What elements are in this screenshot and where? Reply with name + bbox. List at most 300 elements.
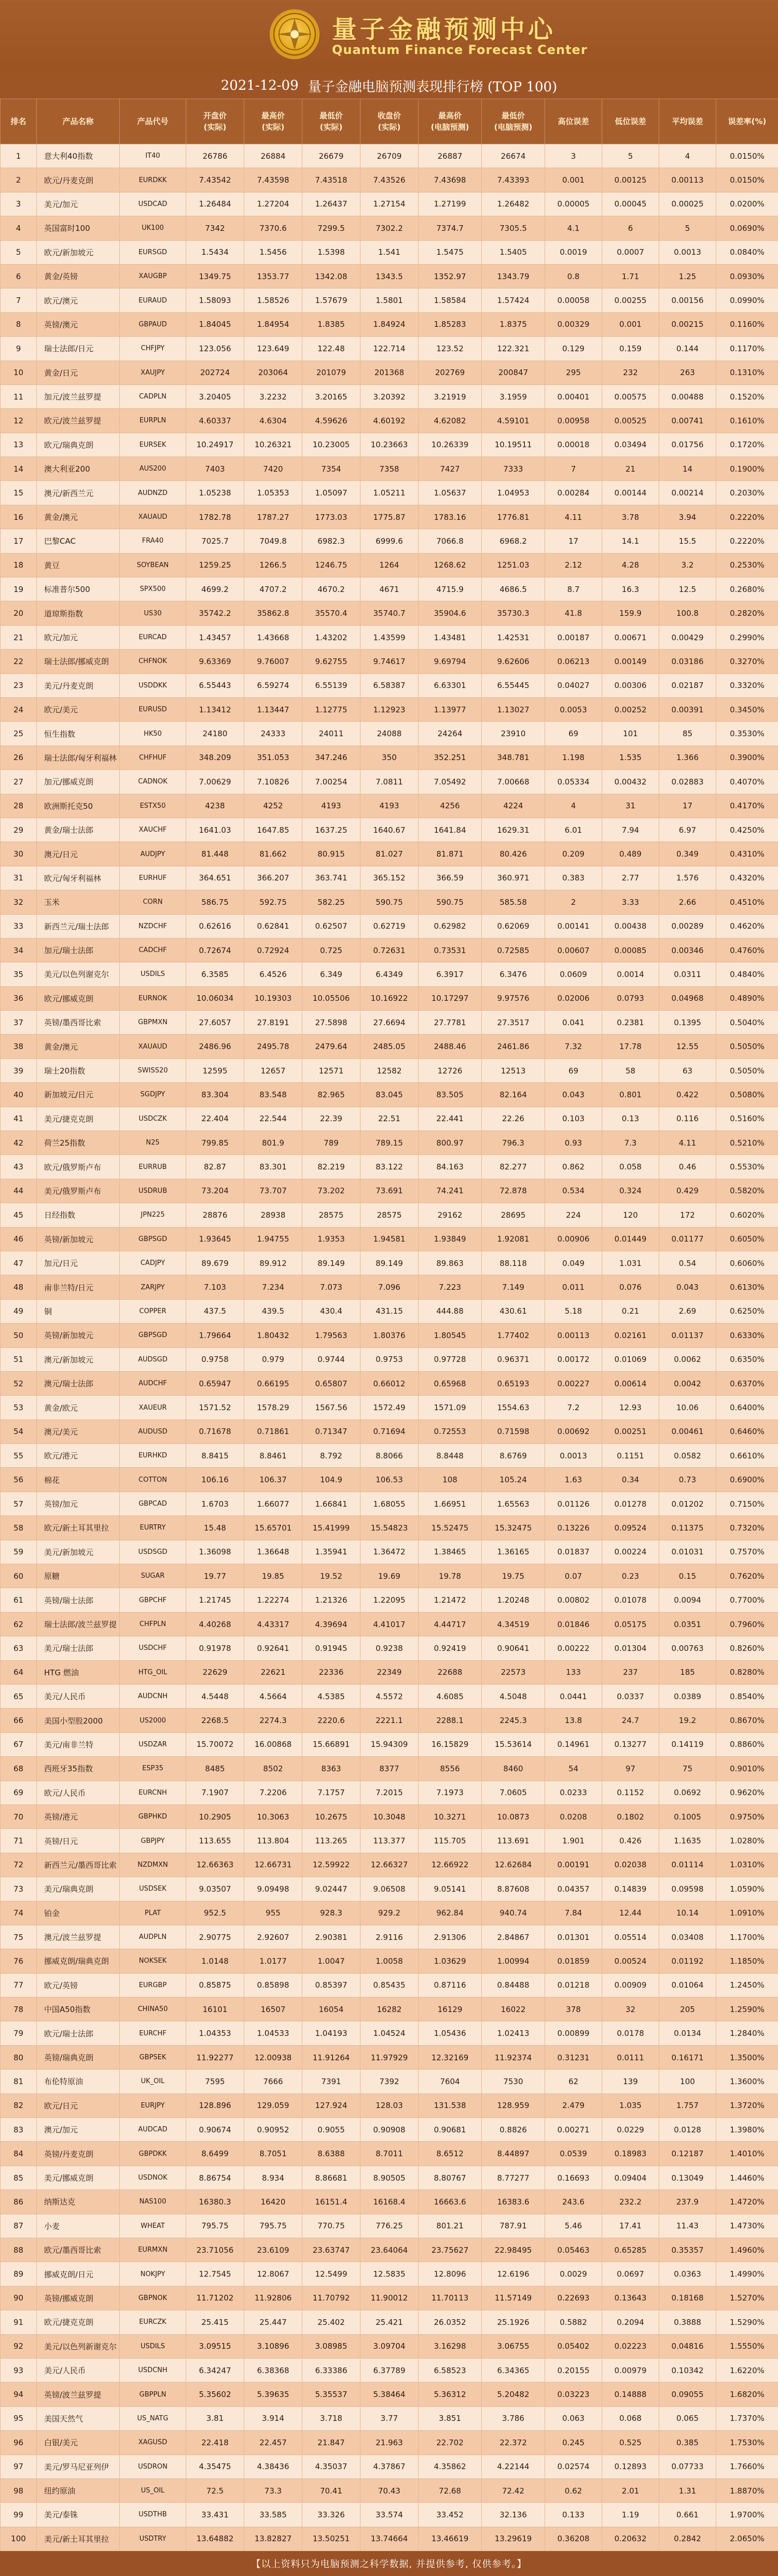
cell-low-error: 7.94	[602, 818, 659, 842]
cell-low-error: 101	[602, 722, 659, 746]
cell-symbol: USDZAR	[120, 1732, 186, 1756]
cell-low-error: 0.0793	[602, 986, 659, 1010]
cell-high-error: 0.01301	[545, 1925, 602, 1949]
cell-product-name: 黄金/澳元	[37, 1035, 120, 1058]
cell-product-name: 欧元/港元	[37, 1444, 120, 1468]
cell-close: 16168.4	[360, 2190, 419, 2214]
cell-high-error: 54	[545, 1757, 602, 1781]
cell-close: 19.69	[360, 1564, 419, 1588]
cell-low: 4.5385	[302, 1685, 360, 1709]
cell-low-error: 0.0697	[602, 2262, 659, 2286]
cell-avg-error: 0.02883	[659, 770, 716, 794]
cell-close: 6.37789	[360, 2358, 419, 2382]
column-header-open: 开盘价 (实际)	[186, 99, 244, 144]
cell-rank: 48	[1, 1275, 37, 1299]
cell-low-error: 6	[602, 216, 659, 240]
cell-error-rate: 0.7150%	[716, 1492, 778, 1516]
table-row	[1, 529, 778, 553]
cell-high: 1.84954	[244, 312, 302, 336]
cell-close: 4.37867	[360, 2455, 419, 2478]
cell-open: 8485	[186, 1757, 244, 1781]
cell-open: 586.75	[186, 890, 244, 914]
cell-pred-high: 1.85283	[419, 312, 482, 336]
cell-high-error: 0.01126	[545, 1492, 602, 1516]
cell-rank: 18	[1, 553, 37, 577]
table-row	[1, 1155, 778, 1179]
cell-high-error: 0.01859	[545, 1949, 602, 1973]
cell-error-rate: 0.9750%	[716, 1804, 778, 1828]
cell-low-error: 7.3	[602, 1131, 659, 1155]
cell-product-name: 欧元/加元	[37, 625, 120, 649]
cell-product-name: 布伦特原油	[37, 2070, 120, 2093]
cell-symbol: NZDMXN	[120, 1853, 186, 1877]
cell-pred-high: 366.59	[419, 866, 482, 890]
cell-open: 23.71056	[186, 2238, 244, 2262]
cell-high: 7.43598	[244, 168, 302, 192]
cell-close: 3.77	[360, 2406, 419, 2430]
cell-high: 1.58526	[244, 288, 302, 312]
cell-open: 1.6703	[186, 1492, 244, 1516]
table-row	[1, 1227, 778, 1251]
cell-high-error: 0.13226	[545, 1516, 602, 1540]
cell-high: 0.90952	[244, 2118, 302, 2142]
cell-low: 113.265	[302, 1829, 360, 1853]
cell-avg-error: 0.00391	[659, 697, 716, 721]
cell-pred-high: 6.58523	[419, 2358, 482, 2382]
column-header-avg-error: 平均误差	[659, 99, 716, 144]
cell-symbol: GBPDKK	[120, 2142, 186, 2166]
cell-low-error: 1.19	[602, 2503, 659, 2527]
cell-open: 4.40268	[186, 1612, 244, 1636]
table-row	[1, 746, 778, 769]
cell-symbol: CHINA50	[120, 1998, 186, 2021]
cell-rank: 68	[1, 1757, 37, 1781]
cell-high-error: 8.7	[545, 577, 602, 601]
cell-open: 12.7545	[186, 2262, 244, 2286]
cell-rank: 96	[1, 2431, 37, 2455]
cell-close: 13.74664	[360, 2527, 419, 2551]
cell-low-error: 0.13	[602, 1107, 659, 1131]
cell-low: 3.08985	[302, 2334, 360, 2358]
cell-product-name: 瑞士法郎/挪威克朗	[37, 650, 120, 673]
cell-rank: 7	[1, 288, 37, 312]
cell-avg-error: 100	[659, 2070, 716, 2093]
cell-error-rate: 0.8260%	[716, 1636, 778, 1660]
cell-avg-error: 0.12187	[659, 2142, 716, 2166]
cell-error-rate: 0.6020%	[716, 1203, 778, 1227]
cell-error-rate: 1.4990%	[716, 2262, 778, 2286]
cell-rank: 84	[1, 2142, 37, 2166]
cell-low: 33.326	[302, 2503, 360, 2527]
cell-error-rate: 0.2030%	[716, 481, 778, 505]
cell-avg-error: 0.04816	[659, 2334, 716, 2358]
cell-avg-error: 1.366	[659, 746, 716, 769]
cell-high: 11.92806	[244, 2286, 302, 2310]
cell-pred-high: 0.90681	[419, 2118, 482, 2142]
column-header-close: 收盘价 (实际)	[360, 99, 419, 144]
cell-open: 1.05238	[186, 481, 244, 505]
cell-error-rate: 0.6050%	[716, 1227, 778, 1251]
cell-product-name: 美元/人民币	[37, 1685, 120, 1709]
cell-high-error: 0.05463	[545, 2238, 602, 2262]
cell-rank: 97	[1, 2455, 37, 2478]
cell-low-error: 1.71	[602, 264, 659, 288]
cell-low: 21.847	[302, 2431, 360, 2455]
column-header-high-error: 高位误差	[545, 99, 602, 144]
cell-low-error: 232	[602, 361, 659, 384]
cell-error-rate: 0.2990%	[716, 625, 778, 649]
cell-low: 1.8385	[302, 312, 360, 336]
cell-symbol: HTG_OIL	[120, 1660, 186, 1684]
cell-symbol: AUDCHF	[120, 1371, 186, 1395]
cell-high-error: 0.049	[545, 1251, 602, 1275]
cell-open: 0.90674	[186, 2118, 244, 2142]
cell-low: 15.66891	[302, 1732, 360, 1756]
cell-high-error: 0.00271	[545, 2118, 602, 2142]
cell-open: 7025.7	[186, 529, 244, 553]
cell-product-name: 欧元/挪威克朗	[37, 986, 120, 1010]
cell-product-name: 新加坡元/日元	[37, 1083, 120, 1107]
cell-avg-error: 85	[659, 722, 716, 746]
table-row	[1, 1709, 778, 1732]
cell-pred-high: 1.05436	[419, 2021, 482, 2045]
cell-rank: 94	[1, 2382, 37, 2406]
cell-high-error: 69	[545, 722, 602, 746]
table-row	[1, 1251, 778, 1275]
cell-high-error: 0.00227	[545, 1371, 602, 1395]
cell-low-error: 2.77	[602, 866, 659, 890]
cell-close: 9.74617	[360, 650, 419, 673]
cell-symbol: SWISS20	[120, 1058, 186, 1082]
cell-product-name: 英镑/丹麦克朗	[37, 2142, 120, 2166]
table-row	[1, 1612, 778, 1636]
cell-high-error: 0.00018	[545, 433, 602, 457]
cell-low-error: 17.78	[602, 1035, 659, 1058]
cell-open: 10.2905	[186, 1804, 244, 1828]
cell-pred-high: 801.21	[419, 2214, 482, 2238]
cell-pred-high: 1641.84	[419, 818, 482, 842]
cell-low: 6.349	[302, 962, 360, 986]
cell-avg-error: 3.2	[659, 553, 716, 577]
cell-error-rate: 0.6900%	[716, 1468, 778, 1492]
cell-high: 113.804	[244, 1829, 302, 1853]
cell-close: 10.3048	[360, 1804, 419, 1828]
cell-avg-error: 0.144	[659, 337, 716, 361]
cell-pred-high: 7.223	[419, 1275, 482, 1299]
cell-high: 7.10826	[244, 770, 302, 794]
cell-high: 1.0177	[244, 1949, 302, 1973]
cell-error-rate: 0.5160%	[716, 1107, 778, 1131]
cell-low-error: 0.14888	[602, 2382, 659, 2406]
cell-low-error: 0.00255	[602, 288, 659, 312]
table-row	[1, 1492, 778, 1516]
cell-close: 128.03	[360, 2093, 419, 2117]
cell-high: 1.5456	[244, 240, 302, 264]
cell-symbol: AUS200	[120, 457, 186, 481]
cell-pred-low: 12513	[482, 1058, 545, 1082]
cell-open: 2.90775	[186, 1925, 244, 1949]
cell-low: 12.5499	[302, 2262, 360, 2286]
cell-low: 1.04193	[302, 2021, 360, 2045]
cell-error-rate: 0.0150%	[716, 144, 778, 168]
cell-high-error: 0.00187	[545, 625, 602, 649]
cell-pred-high: 0.92419	[419, 1636, 482, 1660]
cell-rank: 12	[1, 409, 37, 433]
cell-close: 70.43	[360, 2478, 419, 2502]
cell-symbol: GBPJPY	[120, 1829, 186, 1853]
cell-error-rate: 1.5290%	[716, 2310, 778, 2334]
cell-high-error: 0.31231	[545, 2045, 602, 2069]
cell-pred-low: 1.65563	[482, 1492, 545, 1516]
cell-low: 1.57679	[302, 288, 360, 312]
cell-product-name: 美国小型股2000	[37, 1709, 120, 1732]
cell-avg-error: 0.043	[659, 1275, 716, 1299]
cell-pred-low: 430.61	[482, 1299, 545, 1323]
cell-avg-error: 3.94	[659, 505, 716, 529]
cell-open: 795.75	[186, 2214, 244, 2238]
cell-open: 22629	[186, 1660, 244, 1684]
cell-error-rate: 0.1900%	[716, 457, 778, 481]
table-row	[1, 337, 778, 361]
cell-pred-high: 8556	[419, 1757, 482, 1781]
cell-error-rate: 1.4010%	[716, 2142, 778, 2166]
cell-high-error: 133	[545, 1660, 602, 1684]
cell-rank: 59	[1, 1540, 37, 1564]
cell-close: 590.75	[360, 890, 419, 914]
cell-error-rate: 0.5210%	[716, 1131, 778, 1155]
cell-avg-error: 10.06	[659, 1396, 716, 1420]
cell-open: 4238	[186, 794, 244, 818]
cell-symbol: AUDPLN	[120, 1925, 186, 1949]
cell-high: 16507	[244, 1998, 302, 2021]
cell-pred-low: 28695	[482, 1203, 545, 1227]
cell-product-name: 黄金/澳元	[37, 505, 120, 529]
cell-rank: 92	[1, 2334, 37, 2358]
cell-avg-error: 185	[659, 1660, 716, 1684]
cell-pred-low: 1.92081	[482, 1227, 545, 1251]
column-header-high: 最高价 (实际)	[244, 99, 302, 144]
cell-pred-high: 1.13977	[419, 697, 482, 721]
cell-pred-low: 5.20482	[482, 2382, 545, 2406]
cell-pred-low: 32.136	[482, 2503, 545, 2527]
cell-low: 24011	[302, 722, 360, 746]
cell-avg-error: 0.0094	[659, 1588, 716, 1612]
cell-low-error: 12.44	[602, 1901, 659, 1925]
cell-error-rate: 1.7370%	[716, 2406, 778, 2430]
cell-product-name: 美元/人民币	[37, 2358, 120, 2382]
table-row	[1, 1324, 778, 1347]
cell-high: 1.94755	[244, 1227, 302, 1251]
cell-close: 7302.2	[360, 216, 419, 240]
cell-low: 10.2675	[302, 1804, 360, 1828]
cell-low-error: 0.00149	[602, 650, 659, 673]
cell-pred-low: 22.372	[482, 2431, 545, 2455]
cell-pred-low: 200847	[482, 361, 545, 384]
cell-symbol: GBPSEK	[120, 2045, 186, 2069]
cell-open: 9.63369	[186, 650, 244, 673]
cell-close: 28575	[360, 1203, 419, 1227]
cell-high-error: 0.04027	[545, 673, 602, 697]
cell-close: 15.94309	[360, 1732, 419, 1756]
cell-rank: 36	[1, 986, 37, 1010]
cell-pred-low: 16022	[482, 1998, 545, 2021]
cell-product-name: 新西兰元/瑞士法郎	[37, 914, 120, 938]
cell-pred-high: 16663.6	[419, 2190, 482, 2214]
cell-error-rate: 0.5080%	[716, 1083, 778, 1107]
cell-rank: 64	[1, 1660, 37, 1684]
cell-error-rate: 0.0840%	[716, 240, 778, 264]
cell-high: 22621	[244, 1660, 302, 1684]
cell-symbol: EURSGD	[120, 240, 186, 264]
cell-open: 123.056	[186, 337, 244, 361]
cell-pred-high: 8.8448	[419, 1444, 482, 1468]
cell-low: 80.915	[302, 842, 360, 866]
cell-error-rate: 0.4510%	[716, 890, 778, 914]
cell-pred-high: 8.80767	[419, 2166, 482, 2189]
cell-product-name: 美元/挪威克朗	[37, 2166, 120, 2189]
cell-high-error: 0.0441	[545, 1685, 602, 1709]
cell-avg-error: 6.97	[659, 818, 716, 842]
table-row	[1, 1371, 778, 1395]
cell-close: 0.9753	[360, 1347, 419, 1371]
cell-open: 22.418	[186, 2431, 244, 2455]
cell-pred-low: 0.8826	[482, 2118, 545, 2142]
cell-low-error: 0.13277	[602, 1732, 659, 1756]
table-row	[1, 1275, 778, 1299]
cell-pred-low: 3.06755	[482, 2334, 545, 2358]
cell-open: 6.34247	[186, 2358, 244, 2382]
cell-low-error: 0.0178	[602, 2021, 659, 2045]
cell-avg-error: 0.00346	[659, 938, 716, 962]
cell-symbol: USDDKK	[120, 673, 186, 697]
table-row	[1, 1179, 778, 1203]
table-row	[1, 2021, 778, 2045]
cell-high: 7420	[244, 457, 302, 481]
cell-rank: 34	[1, 938, 37, 962]
cell-rank: 70	[1, 1804, 37, 1828]
cell-close: 4671	[360, 577, 419, 601]
cell-high: 6.38368	[244, 2358, 302, 2382]
cell-pred-low: 1.26482	[482, 192, 545, 216]
cell-pred-high: 115.705	[419, 1829, 482, 1853]
cell-symbol: CADPLN	[120, 384, 186, 408]
cell-high-error: 5.18	[545, 1299, 602, 1323]
cell-pred-high: 24264	[419, 722, 482, 746]
cell-pred-low: 72.42	[482, 2478, 545, 2502]
cell-error-rate: 1.3980%	[716, 2118, 778, 2142]
cell-product-name: 西班牙35指数	[37, 1757, 120, 1781]
cell-rank: 90	[1, 2286, 37, 2310]
table-row	[1, 1829, 778, 1853]
cell-pred-low: 10.19511	[482, 433, 545, 457]
cell-close: 0.62719	[360, 914, 419, 938]
cell-symbol: XAGUSD	[120, 2431, 186, 2455]
cell-high-error: 6.01	[545, 818, 602, 842]
cell-low-error: 0.00306	[602, 673, 659, 697]
cell-error-rate: 0.8860%	[716, 1732, 778, 1756]
cell-low: 25.402	[302, 2310, 360, 2334]
cell-high: 2.92607	[244, 1925, 302, 1949]
cell-low-error: 0.02038	[602, 1853, 659, 1877]
cell-pred-high: 12.8096	[419, 2262, 482, 2286]
table-row	[1, 722, 778, 746]
cell-low-error: 0.0014	[602, 962, 659, 986]
cell-close: 7358	[360, 457, 419, 481]
table-row	[1, 1757, 778, 1781]
cell-low-error: 0.03494	[602, 433, 659, 457]
cell-high: 1.66077	[244, 1492, 302, 1516]
cell-low: 1.35941	[302, 1540, 360, 1564]
cell-low: 6.55139	[302, 673, 360, 697]
cell-open: 128.896	[186, 2093, 244, 2117]
cell-avg-error: 2.66	[659, 890, 716, 914]
cell-high-error: 1.198	[545, 746, 602, 769]
cell-low: 4.39694	[302, 1612, 360, 1636]
cell-low-error: 0.09524	[602, 1516, 659, 1540]
cell-low-error: 0.2094	[602, 2310, 659, 2334]
cell-pred-low: 7.0605	[482, 1781, 545, 1804]
cell-symbol: AUDJPY	[120, 842, 186, 866]
table-row	[1, 2527, 778, 2551]
cell-high: 73.3	[244, 2478, 302, 2502]
cell-high: 12.66731	[244, 1853, 302, 1877]
cell-high-error: 0.00191	[545, 1853, 602, 1877]
cell-product-name: 欧元/新加坡元	[37, 240, 120, 264]
cell-rank: 30	[1, 842, 37, 866]
cell-open: 19.77	[186, 1564, 244, 1588]
table-row	[1, 1516, 778, 1540]
cell-symbol: JPN225	[120, 1203, 186, 1227]
cell-avg-error: 0.46	[659, 1155, 716, 1179]
cell-pred-low: 12.6196	[482, 2262, 545, 2286]
cell-close: 1.94581	[360, 1227, 419, 1251]
cell-error-rate: 0.1520%	[716, 384, 778, 408]
cell-product-name: 原糖	[37, 1564, 120, 1588]
cell-close: 89.149	[360, 1251, 419, 1275]
cell-low-error: 0.00614	[602, 1371, 659, 1395]
cell-close: 25.421	[360, 2310, 419, 2334]
cell-pred-high: 444.88	[419, 1299, 482, 1323]
cell-error-rate: 0.1720%	[716, 433, 778, 457]
cell-rank: 52	[1, 1371, 37, 1395]
cell-low: 27.5898	[302, 1011, 360, 1035]
cell-symbol: HK50	[120, 722, 186, 746]
cell-low-error: 0.00671	[602, 625, 659, 649]
cell-pred-low: 27.3517	[482, 1011, 545, 1035]
cell-product-name: 黄豆	[37, 553, 120, 577]
cell-close: 0.66012	[360, 1371, 419, 1395]
cell-avg-error: 5	[659, 216, 716, 240]
cell-symbol: USDCZK	[120, 1107, 186, 1131]
table-row	[1, 1299, 778, 1323]
cell-error-rate: 0.5050%	[716, 1058, 778, 1082]
cell-low-error: 1.535	[602, 746, 659, 769]
cell-pred-low: 7333	[482, 457, 545, 481]
cell-pred-high: 4.44717	[419, 1612, 482, 1636]
cell-avg-error: 0.01114	[659, 1853, 716, 1877]
table-row	[1, 2166, 778, 2189]
cell-pred-high: 23.75627	[419, 2238, 482, 2262]
cell-pred-high: 4.6085	[419, 1685, 482, 1709]
cell-high: 1.13447	[244, 697, 302, 721]
cell-low: 12.59922	[302, 1853, 360, 1877]
cell-symbol: USDRUB	[120, 1179, 186, 1203]
cell-error-rate: 0.7960%	[716, 1612, 778, 1636]
cell-close: 1640.67	[360, 818, 419, 842]
cell-pred-low: 6.3476	[482, 962, 545, 986]
cell-low: 8.6388	[302, 2142, 360, 2166]
cell-high-error: 2.479	[545, 2093, 602, 2117]
